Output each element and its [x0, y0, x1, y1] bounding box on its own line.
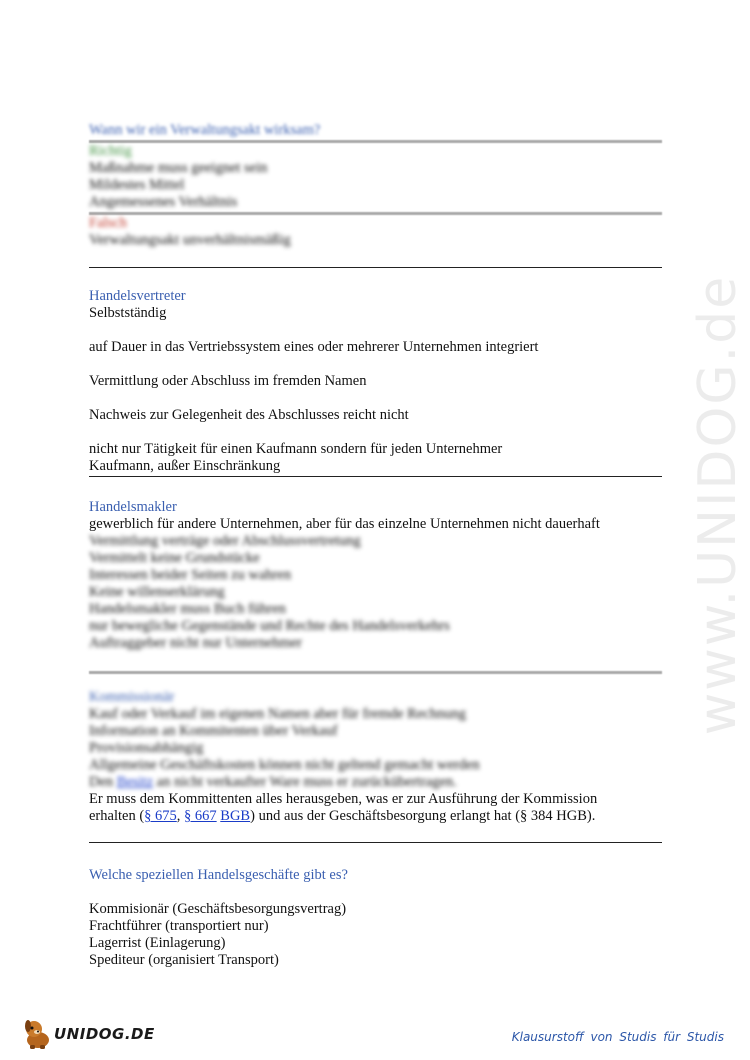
section-divider	[89, 267, 662, 268]
section-divider	[89, 671, 662, 674]
watermark: www.UNIDOG.de	[688, 274, 748, 736]
list-item: Information an Kommitenten über Verkauf	[89, 723, 338, 739]
correct-item: Maßnahme muss geeignet sein	[89, 160, 268, 176]
correct-label: Richtig	[89, 143, 132, 159]
footer-tagline: Klausurstoff von Studis für Studis	[511, 1030, 724, 1044]
list-item: gewerblich für andere Unternehmen, aber für das einzelne Unternehmen nicht dauerhaft	[89, 516, 600, 532]
handelsvertreter-section	[89, 288, 662, 477]
list-item: Auftraggeber nicht nur Unternehmer	[89, 635, 302, 651]
text-fragment: erhalten (	[89, 808, 145, 824]
section-heading: Handelsmakler	[89, 499, 177, 515]
handelsmakler-section	[89, 499, 662, 674]
list-item: Interessen beider Seiten zu wahren	[89, 567, 292, 583]
section-heading: Kommissionär	[89, 689, 175, 705]
list-item: Er muss dem Kommittenten alles herausgeben, was er zur Ausführung der Kommission	[89, 791, 598, 807]
paragraph-675-link[interactable]: § 675	[144, 808, 177, 824]
list-item: Lagerrist (Einlagerung)	[89, 935, 226, 951]
section-heading: Welche speziellen Handelsgeschäfte gibt es?	[89, 867, 348, 883]
section-divider	[89, 842, 662, 843]
list-item: Selbstständig	[89, 305, 167, 321]
list-item: Vermittlung oder Abschluss im fremden Namen	[89, 373, 367, 389]
wrong-label: Falsch	[89, 215, 127, 231]
unidog-logo[interactable]	[22, 1016, 155, 1052]
correct-item: Mildestes Mittel	[89, 177, 185, 193]
text-fragment: an nicht verkaufter Ware muss er zurückübertragen.	[153, 774, 457, 790]
list-item: Provisionsabhängig	[89, 740, 204, 756]
list-item	[89, 774, 662, 791]
wrong-item: Verwaltungsakt unverhältnismäßig	[89, 232, 291, 248]
bgb-link[interactable]: BGB	[220, 808, 251, 824]
text-fragment: ) und aus der Geschäftsbesorgung erlangt hat (§ 384 HGB).	[250, 808, 596, 824]
list-item: Frachtführer (transportiert nur)	[89, 918, 269, 934]
list-item: Kommisionär (Geschäftsbesorgungsvertrag)	[89, 901, 347, 917]
list-item: Vermittelt keine Grundstücke	[89, 550, 260, 566]
dog-icon	[22, 1016, 58, 1052]
list-item: Kaufmann, außer Einschränkung	[89, 458, 281, 474]
text-fragment: Den	[89, 774, 117, 790]
section-divider	[89, 476, 662, 477]
correct-item: Angemessenes Verhältnis	[89, 194, 238, 210]
kommissionaer-section	[89, 689, 662, 843]
list-item: nur bewegliche Gegenstände und Rechte des Handelsverkehrs	[89, 618, 450, 634]
list-item: Spediteur (organisiert Transport)	[89, 952, 279, 968]
list-item: Vermittlung verträge oder Abschlussvertretung	[89, 533, 361, 549]
list-item: Kauf oder Verkauf im eigenen Namen aber für fremde Rechnung	[89, 706, 466, 722]
quiz-question: Wann wir ein Verwaltungsakt wirksam?	[89, 122, 321, 138]
handelsgeschaefte-section	[89, 867, 662, 969]
besitz-link[interactable]: Besitz	[116, 774, 154, 790]
list-item: Nachweis zur Gelegenheit des Abschlusses reicht nicht	[89, 407, 409, 423]
list-item: auf Dauer in das Vertriebssystem eines oder mehrerer Unternehmen integriert	[89, 339, 539, 355]
section-heading: Handelsvertreter	[89, 288, 186, 304]
list-item: Handelsmakler muss Buch führen	[89, 601, 286, 617]
paragraph-667-link[interactable]: § 667	[184, 808, 217, 824]
list-item: Allgemeine Geschäftskosten können nicht geltend gemacht werden	[89, 757, 480, 773]
logo-text: UNIDOG.DE	[54, 1025, 155, 1043]
quiz-section	[89, 122, 662, 268]
text-fragment: ,	[176, 808, 185, 824]
list-item	[89, 808, 662, 825]
list-item: nicht nur Tätigkeit für einen Kaufmann sondern für jeden Unternehmer	[89, 441, 503, 457]
list-item: Keine willenserklärung	[89, 584, 225, 600]
